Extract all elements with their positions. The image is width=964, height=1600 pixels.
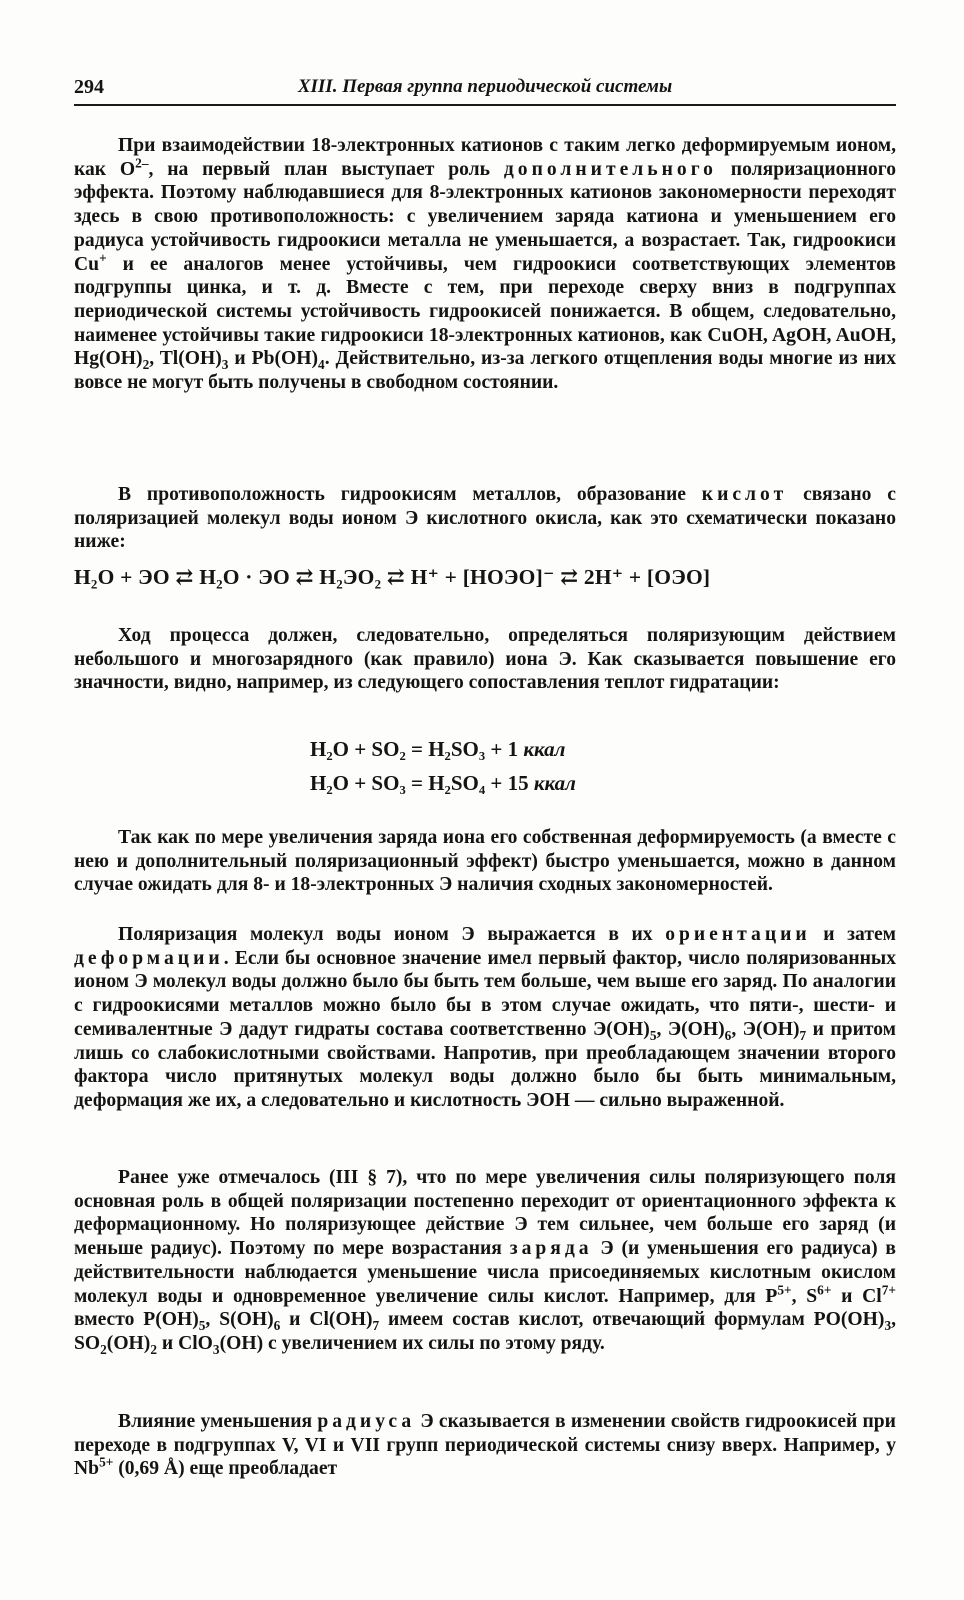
equilibrium-arrow: ⇄ bbox=[554, 565, 584, 589]
emphasized-term: заряда bbox=[509, 1238, 593, 1260]
emphasized-term: радиуса bbox=[317, 1411, 416, 1432]
hydration-heat-equation-so2: H₂O + SO₂ = H₂SO₃ + 1 ккал bbox=[310, 737, 566, 761]
equilibrium-arrow: ⇄ bbox=[169, 565, 200, 589]
running-title: XIII. Первая группа периодической системы bbox=[297, 76, 673, 97]
hydration-equilibrium-equation: H₂O + ЭO ⇄ H₂O · ЭO ⇄ H₂ЭO₂ ⇄ H⁺ + [HOЭO]⁻ ⇄ 2H⁺ + [OЭO] bbox=[74, 565, 711, 589]
paragraph-7: Влияние уменьшения радиуса Э сказывается в изменении свойств гидроокисей при переходе в подгруппах V, VI и VII групп периодической системы снизу вверх. Например, у $Nb^{5+}$ (0,69 Å) еще преобладает bbox=[74, 1411, 896, 1480]
emphasized-term: деформации bbox=[74, 947, 224, 969]
paragraph-6: Ранее уже отмечалось (III § 7), что по мере увеличения силы поляризующего поля основная роль в общей поляризации постепенно переходит от ориентационного эффекта к деформационному. Но поляризующее действие Э тем сильнее, чем больше его заряд (и меньше радиус). Поэтому по мере возрастания заряда Э (и уменьшения его радиуса) в действительности наблюдается уменьшение числа присоединяемых кислотным окислом молекул воды и одновременное увеличение силы кислот. Например, для $P^{5+}$, $S^{6+}$ и $Cl^{7+}$ вместо $P(OH)_5$, $S(OH)_6$ и $Cl(OH)_7$ имеем состав кислот, отвечающий формулам $PO(OH)_3$, $SO_2(OH)_2$ и ClO$_3$(OH) с увеличением их силы по этому ряду. bbox=[74, 1167, 896, 1357]
paragraph-5: Поляризация молекул воды ионом Э выражается в их ориентации и затем деформации. Если бы основное значение имел первый фактор, число поляризованных ионом Э молекул воды должно было бы быть тем больше, чем выше его заряд. По аналогии с гидроокисями металлов можно было бы в этом случае ожидать, что пяти-, шести- и семивалентные Э дадут гидраты состава соответственно $Э(OH)_5$, $Э(OH)_6$, $Э(OH)_7$ и притом лишь со слабокислотными свойствами. Напротив, при преобладающем значении второго фактора число притянутых молекул воды должно было бы быть минимальным, деформация же их, а следовательно и кислотность ЭOH — сильно выраженной. bbox=[74, 924, 897, 1111]
equilibrium-arrow: ⇄ bbox=[289, 565, 320, 589]
paragraph-2: В противоположность гидроокисям металлов, образование кислот связано с поляризацией молекул воды ионом Э кислотного окисла, как это схематически показано ниже: bbox=[74, 484, 896, 553]
page-header bbox=[74, 74, 896, 106]
equilibrium-arrow: ⇄ bbox=[381, 565, 411, 589]
hydration-heat-equation-so3: H₂O + SO₃ = H₂SO₄ + 15 ккал bbox=[310, 771, 576, 795]
emphasized-term: кислот bbox=[701, 484, 788, 505]
paragraph-4: Так как по мере увеличения заряда иона его собственная деформируемость (а вместе с нею и дополнительный поляризационный эффект) быстро уменьшается, можно в данном случае ожидать для 8- и 18-электронных Э наличия сходных закономерностей. bbox=[74, 827, 896, 896]
emphasized-term: дополнительного bbox=[503, 158, 717, 180]
page-number: 294 bbox=[74, 76, 104, 98]
paragraph-3: Ход процесса должен, следовательно, определяться поляризующим действием небольшого и многозарядного (как правило) иона Э. Как сказывается повышение его значности, видно, например, из следующего сопоставления теплот гидратации: bbox=[74, 625, 896, 694]
emphasized-term: ориентации bbox=[665, 924, 811, 945]
paragraph-1: При взаимодействии 18-электронных катионов с таким легко деформируемым ионом, как $O^{2-}$, на первый план выступает роль дополнительного поляризационного эффекта. Поэтому наблюдавшиеся для 8-электронных катионов закономерности переходят здесь в свою противоположность: с увеличением заряда катиона и уменьшением его радиуса устойчивость гидроокиси металла не уменьшается, а возрастает. Так, гидроокиси Cu+ и ее аналогов менее устойчивы, чем гидроокиси соответствующих элементов подгруппы цинка, и т. д. Вместе с тем, при переходе сверху вниз в подгруппах периодической системы устойчивость гидроокисей понижается. В общем, следовательно, наименее устойчивы такие гидроокиси 18-электронных катионов, как CuOH, AgOH, AuOH, $Hg(OH)_2$, $Tl(OH)_3$ и $Pb(OH)_4$. Действительно, из-за легкого отщепления воды многие из них вовсе не могут быть получены в свободном состоянии. bbox=[74, 135, 897, 394]
